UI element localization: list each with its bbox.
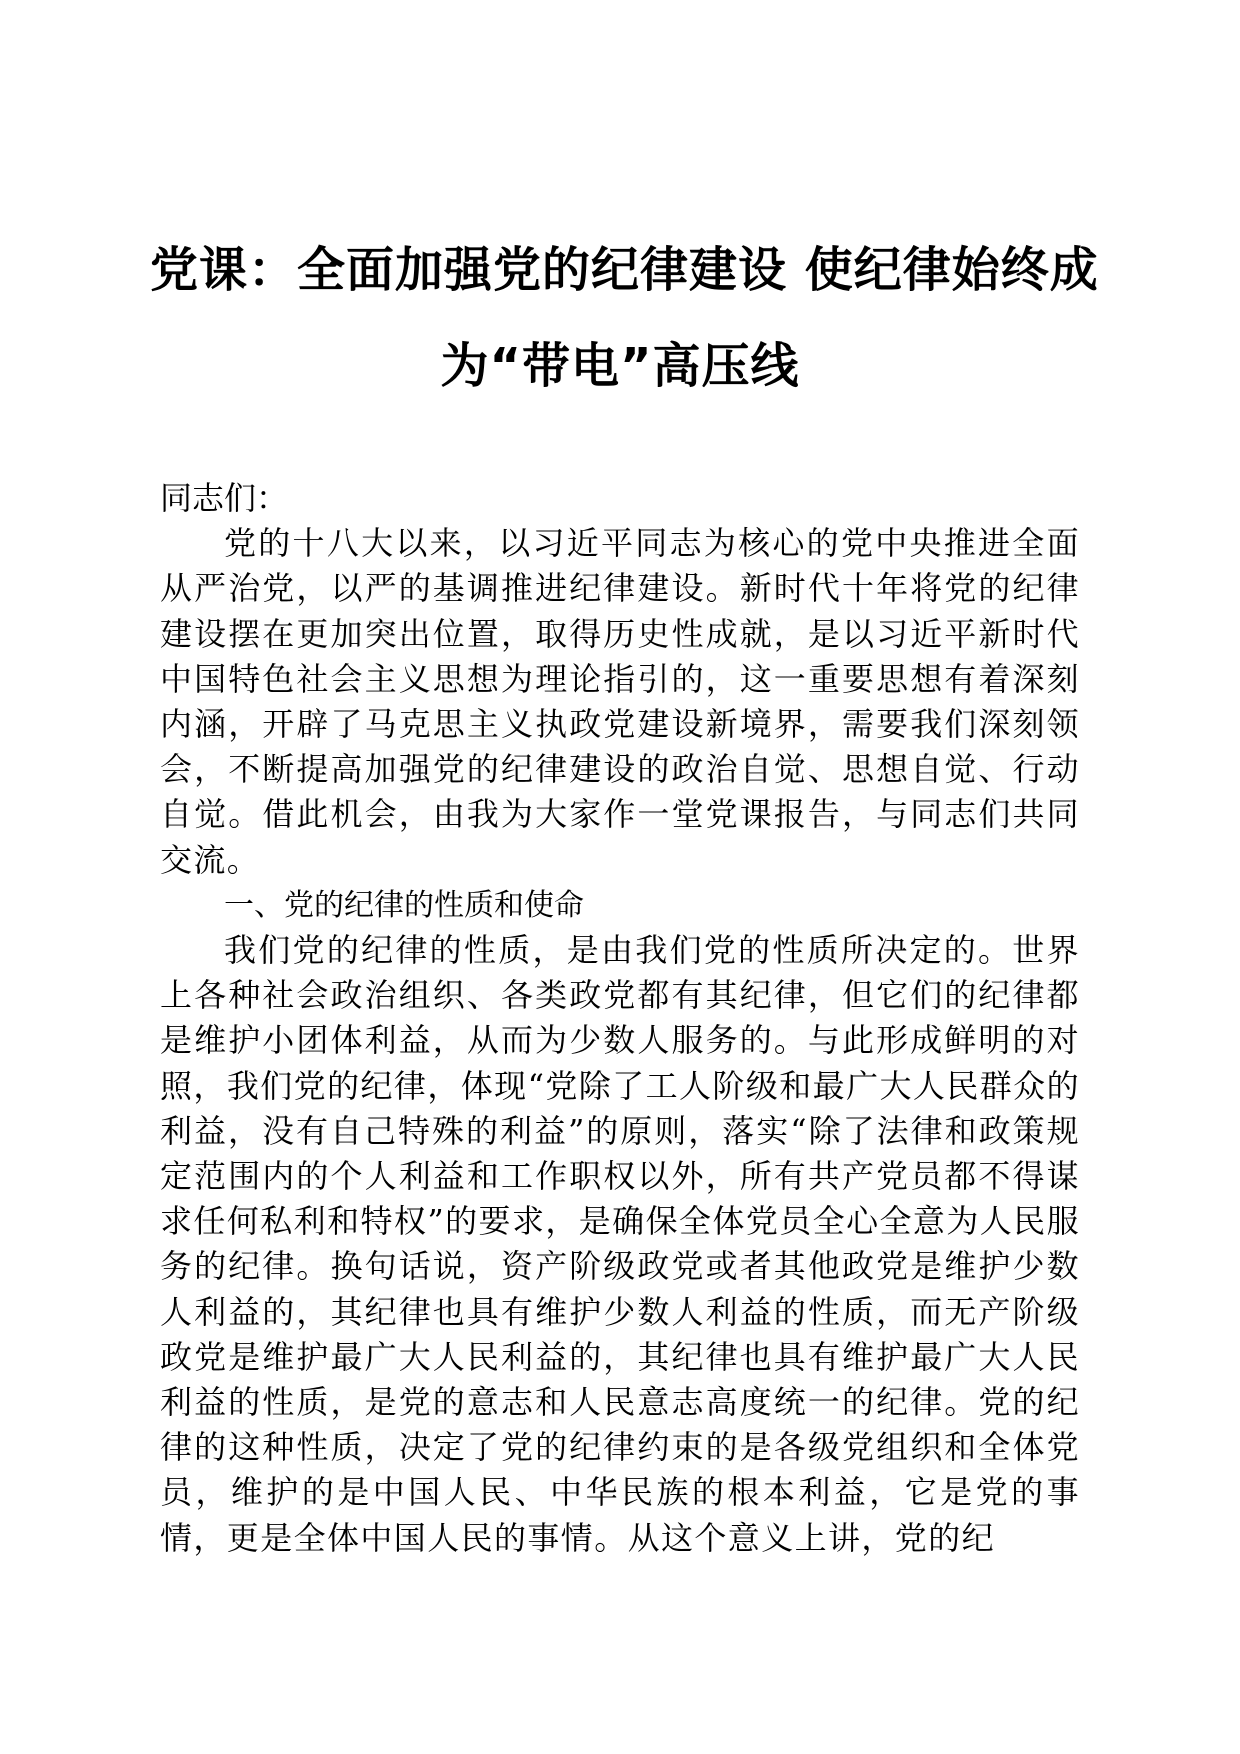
salutation: 同志们： (160, 479, 289, 517)
document-body (160, 476, 1080, 1561)
intro-paragraph: 党的十八大以来，以习近平同志为核心的党中央推进全面从严治党，以严的基调推进纪律建设。新时代十年将党的纪律建设摆在更加突出位置，取得历史性成就，是以习近平新时代中国特色社会主义思想为理论指引的，这一重要思想有着深刻内涵，开辟了马克思主义执政党建设新境界，需要我们深刻领会，不断提高加强党的纪律建设的政治自觉、思想自觉、行动自觉。借此机会，由我为大家作一堂党课报告，与同志们共同交流。 (160, 524, 1080, 879)
section-1-paragraph: 我们党的纪律的性质，是由我们党的性质所决定的。世界上各种社会政治组织、各类政党都有其纪律，但它们的纪律都是维护小团体利益，从而为少数人服务的。与此形成鲜明的对照，我们党的纪律，体现“党除了工人阶级和最广大人民群众的利益，没有自己特殊的利益”的原则，落实“除了法律和政策规定范围内的个人利益和工作职权以外，所有共产党员都不得谋求任何私利和特权”的要求，是确保全体党员全心全意为人民服务的纪律。换句话说，资产阶级政党或者其他政党是维护少数人利益的，其纪律也具有维护少数人利益的性质，而无产阶级政党是维护最广大人民利益的，其纪律也具有维护最广大人民利益的性质，是党的意志和人民意志高度统一的纪律。党的纪律的这种性质，决定了党的纪律约束的是各级党组织和全体党员，维护的是中国人民、中华民族的根本利益，它是党的事情，更是全体中国人民的事情。从这个意义上讲，党的纪 (160, 931, 1080, 1557)
section-heading-1: 一、党的纪律的性质和使命 (224, 887, 584, 923)
document-title (150, 222, 1099, 414)
title-line-1: 党课：全面加强党的纪律建设 使纪律始终成 (150, 242, 1099, 298)
title-line-2: 为“带电”高压线 (440, 338, 800, 394)
